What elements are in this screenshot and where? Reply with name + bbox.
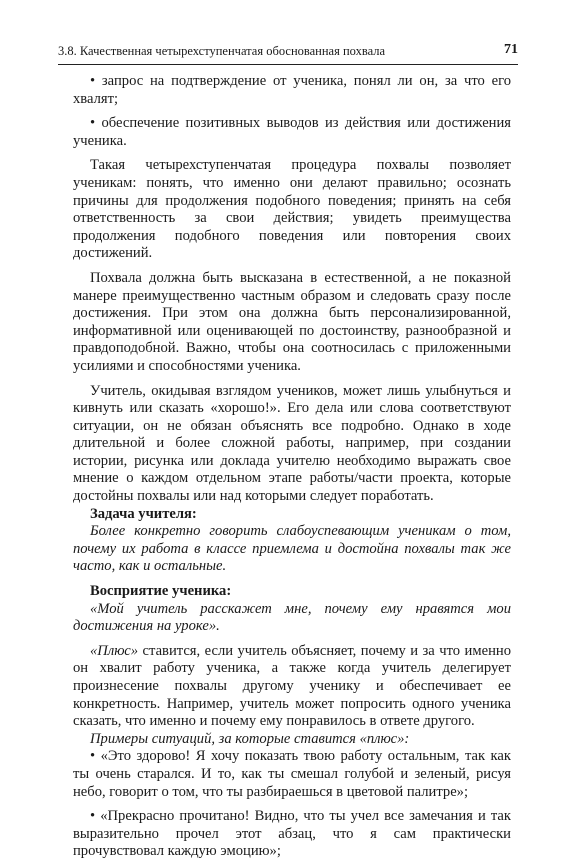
examples-heading: Примеры ситуаций, за которые ставится «плюс»: (90, 730, 410, 747)
page-body (73, 73, 511, 861)
student-perception-text: «Мой учитель расскажет мне, почему ему нравятся мои достижения на уроке». (73, 600, 511, 635)
bullet-item: • запрос на подтверждение от ученика, понял ли он, за что его хвалят; (73, 73, 511, 108)
teacher-task-text: Более конкретно говорить слабоуспевающим ученикам о том, почему их работа в классе приемлема и достойна похвалы так же часто, как и остальные. (73, 523, 511, 575)
section-title: 3.8. Качественная четырехступенчатая обоснованная похвала (58, 44, 386, 58)
heading-student-perception: Восприятие ученика: (90, 583, 232, 600)
page-number: 71 (504, 42, 518, 57)
running-header (58, 42, 518, 65)
paragraph (73, 643, 511, 731)
paragraph: Такая четырехступенчатая процедура похвалы позволяет ученикам: понять, что именно они делают правильно; осознать причины для продолжения подобного поведения; принять на себя ответственность за свои действия; увидеть преимущества продолжения подобного поведения или повторения своих достижений. (73, 157, 511, 262)
plus-term: «Плюс» (90, 642, 139, 659)
bullet-item: • обеспечение позитивных выводов из действия или достижения ученика. (73, 115, 511, 150)
heading-teacher-task: Задача учителя: (90, 505, 197, 522)
paragraph: Похвала должна быть высказана в естественной, а не показной манере преимущественно частным образом и следовать сразу после достижения. При этом она должна быть персонализированной, информативной или оценивающей по достоинству, разнообразной и правдоподобной. Важно, чтобы она соотносилась с приложенными усилиями и способностями ученика. (73, 269, 511, 374)
bullet-item: • «Это здорово! Я хочу показать твою работу остальным, так как ты очень старался. И то, как ты смешал голубой и зеленый, рисуя небо, говорит о том, что ты разбираешься в цветовой палитре»; (73, 748, 511, 801)
bullet-item: • «Прекрасно прочитано! Видно, что ты учел все замечания и так выразительно прочел этот абзац, что я сам практически прочувствовал каждую эмоцию»; (73, 808, 511, 861)
paragraph: Учитель, окидывая взглядом учеников, может лишь улыбнуться и кивнуть или сказать «хорошо!». Его дела или слова соответствуют ситуации, он не обязан объяснять все подробно. Однако в ходе длительной и более сложной работы, например, при создании истории, рисунка или доклада учителю необходимо выражать свое мнение о каждом отдельном этапе работы/части проекта, которые достойны похвалы или над которыми следует поработать. (73, 382, 511, 505)
paragraph-rest: ставится, если учитель объясняет, почему и за что именно он хвалит работу ученика, а также когда учитель делегирует произнесение похвалы другому ученику и обеспечивает ее конкретность. Например, учитель может попросить одного ученика сказать, что именно и почему ему понравилось в ответе другого. (73, 642, 511, 730)
